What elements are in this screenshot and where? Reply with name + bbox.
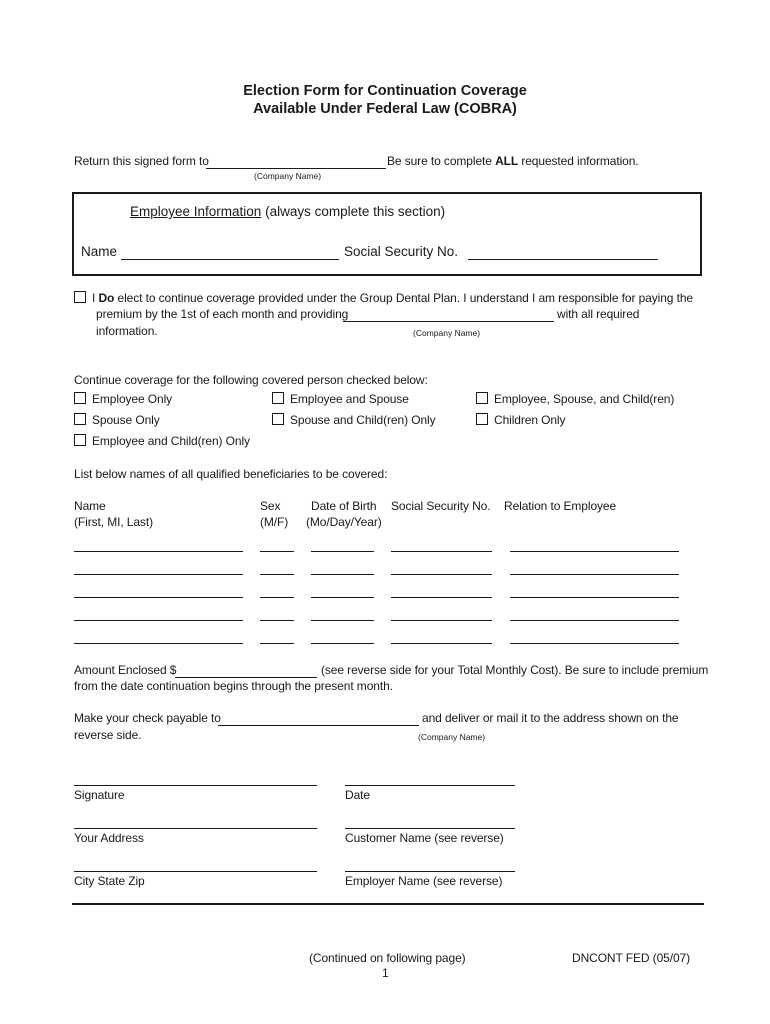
- election-text-line2a: premium by the 1st of each month and providing: [96, 307, 349, 321]
- continued-note: (Continued on following page): [309, 951, 466, 965]
- beneficiary-ssn-field[interactable]: [391, 574, 492, 575]
- city-state-zip-field[interactable]: [74, 871, 317, 872]
- election-text-line2b: with all required: [557, 307, 640, 321]
- beneficiary-name-field[interactable]: [74, 574, 243, 575]
- form-title-line1: Election Form for Continuation Coverage: [243, 83, 527, 99]
- beneficiary-sex-field[interactable]: [260, 574, 294, 575]
- employee-ssn-field[interactable]: [468, 259, 658, 260]
- complete-all-note: Be sure to complete ALL requested information.: [387, 154, 639, 168]
- employee-only-label: Employee Only: [92, 392, 173, 406]
- col-header-dob: Date of Birth: [311, 499, 377, 513]
- election-company-field[interactable]: [343, 321, 554, 322]
- children-only-checkbox[interactable]: [476, 413, 488, 425]
- beneficiary-relation-field[interactable]: [510, 620, 679, 621]
- col-header-sex: Sex: [260, 499, 281, 513]
- customer-name-field[interactable]: [345, 828, 515, 829]
- spouse-children-label: Spouse and Child(ren) Only: [290, 413, 436, 427]
- beneficiary-name-field[interactable]: [74, 551, 243, 552]
- employee-spouse-children-label: Employee, Spouse, and Child(ren): [494, 392, 675, 406]
- date-label: Date: [345, 788, 370, 802]
- employee-ssn-label: Social Security No.: [344, 244, 459, 259]
- date-field[interactable]: [345, 785, 515, 786]
- beneficiary-sex-field[interactable]: [260, 643, 294, 644]
- amount-note: (see reverse side for your Total Monthly Cost). Be sure to include premium: [321, 663, 709, 677]
- col-header-ssn: Social Security No.: [391, 499, 491, 513]
- return-company-caption: (Company Name): [254, 171, 322, 181]
- employee-only-checkbox[interactable]: [74, 392, 86, 404]
- employee-children-label: Employee and Child(ren) Only: [92, 434, 250, 448]
- employee-name-field[interactable]: [121, 259, 339, 260]
- check-payable-line2: reverse side.: [74, 728, 142, 742]
- beneficiaries-intro: List below names of all qualified beneficiaries to be covered:: [74, 467, 388, 481]
- employee-section-heading: Employee Information (always complete this section): [130, 204, 446, 219]
- city-state-zip-label: City State Zip: [74, 874, 145, 888]
- beneficiary-dob-field[interactable]: [311, 597, 374, 598]
- beneficiary-name-field[interactable]: [74, 643, 243, 644]
- check-company-caption: (Company Name): [418, 732, 486, 742]
- col-header-sex-sub: (M/F): [260, 515, 289, 529]
- beneficiary-dob-field[interactable]: [311, 620, 374, 621]
- beneficiary-relation-field[interactable]: [510, 597, 679, 598]
- check-payable-note: and deliver or mail it to the address shown on the: [422, 711, 679, 725]
- amount-enclosed-field[interactable]: [175, 677, 317, 678]
- beneficiary-relation-field[interactable]: [510, 574, 679, 575]
- beneficiary-relation-field[interactable]: [510, 643, 679, 644]
- check-payable-field[interactable]: [218, 725, 419, 726]
- beneficiary-dob-field[interactable]: [311, 551, 374, 552]
- beneficiary-dob-field[interactable]: [311, 643, 374, 644]
- check-payable-label: Make your check payable to: [74, 711, 221, 725]
- employer-name-label: Employer Name (see reverse): [345, 874, 503, 888]
- beneficiary-sex-field[interactable]: [260, 551, 294, 552]
- beneficiary-ssn-field[interactable]: [391, 551, 492, 552]
- beneficiary-dob-field[interactable]: [311, 574, 374, 575]
- beneficiary-name-field[interactable]: [74, 597, 243, 598]
- your-address-field[interactable]: [74, 828, 317, 829]
- beneficiary-ssn-field[interactable]: [391, 597, 492, 598]
- amount-enclosed-label: Amount Enclosed $: [74, 663, 177, 677]
- employee-spouse-checkbox[interactable]: [272, 392, 284, 404]
- col-header-dob-sub: (Mo/Day/Year): [306, 515, 382, 529]
- footer-divider: [72, 903, 704, 905]
- beneficiary-sex-field[interactable]: [260, 620, 294, 621]
- coverage-intro: Continue coverage for the following covered person checked below:: [74, 373, 428, 387]
- return-company-field[interactable]: [206, 168, 386, 169]
- do-elect-checkbox[interactable]: [74, 291, 86, 303]
- beneficiary-relation-field[interactable]: [510, 551, 679, 552]
- beneficiary-name-field[interactable]: [74, 620, 243, 621]
- election-company-caption: (Company Name): [413, 328, 481, 338]
- your-address-label: Your Address: [74, 831, 144, 845]
- beneficiary-ssn-field[interactable]: [391, 643, 492, 644]
- form-code: DNCONT FED (05/07): [572, 951, 691, 965]
- employee-spouse-children-checkbox[interactable]: [476, 392, 488, 404]
- col-header-name-sub: (First, MI, Last): [74, 515, 153, 529]
- children-only-label: Children Only: [494, 413, 566, 427]
- form-title-line2: Available Under Federal Law (COBRA): [253, 101, 517, 117]
- election-text-line1: I Do elect to continue coverage provided under the Group Dental Plan. I understand I am responsible for paying the: [92, 291, 693, 305]
- signature-label: Signature: [74, 788, 125, 802]
- col-header-name: Name: [74, 499, 106, 513]
- election-text-line3: information.: [96, 324, 158, 338]
- signature-field[interactable]: [74, 785, 317, 786]
- employee-children-checkbox[interactable]: [74, 434, 86, 446]
- amount-note-line2: from the date continuation begins through the present month.: [74, 679, 393, 693]
- employer-name-field[interactable]: [345, 871, 515, 872]
- spouse-only-checkbox[interactable]: [74, 413, 86, 425]
- spouse-only-label: Spouse Only: [92, 413, 160, 427]
- return-label: Return this signed form to: [74, 154, 209, 168]
- col-header-relation: Relation to Employee: [504, 499, 617, 513]
- customer-name-label: Customer Name (see reverse): [345, 831, 504, 845]
- beneficiary-sex-field[interactable]: [260, 597, 294, 598]
- employee-name-label: Name: [81, 244, 118, 259]
- employee-spouse-label: Employee and Spouse: [290, 392, 409, 406]
- page-number: 1: [382, 966, 389, 980]
- spouse-children-checkbox[interactable]: [272, 413, 284, 425]
- beneficiary-ssn-field[interactable]: [391, 620, 492, 621]
